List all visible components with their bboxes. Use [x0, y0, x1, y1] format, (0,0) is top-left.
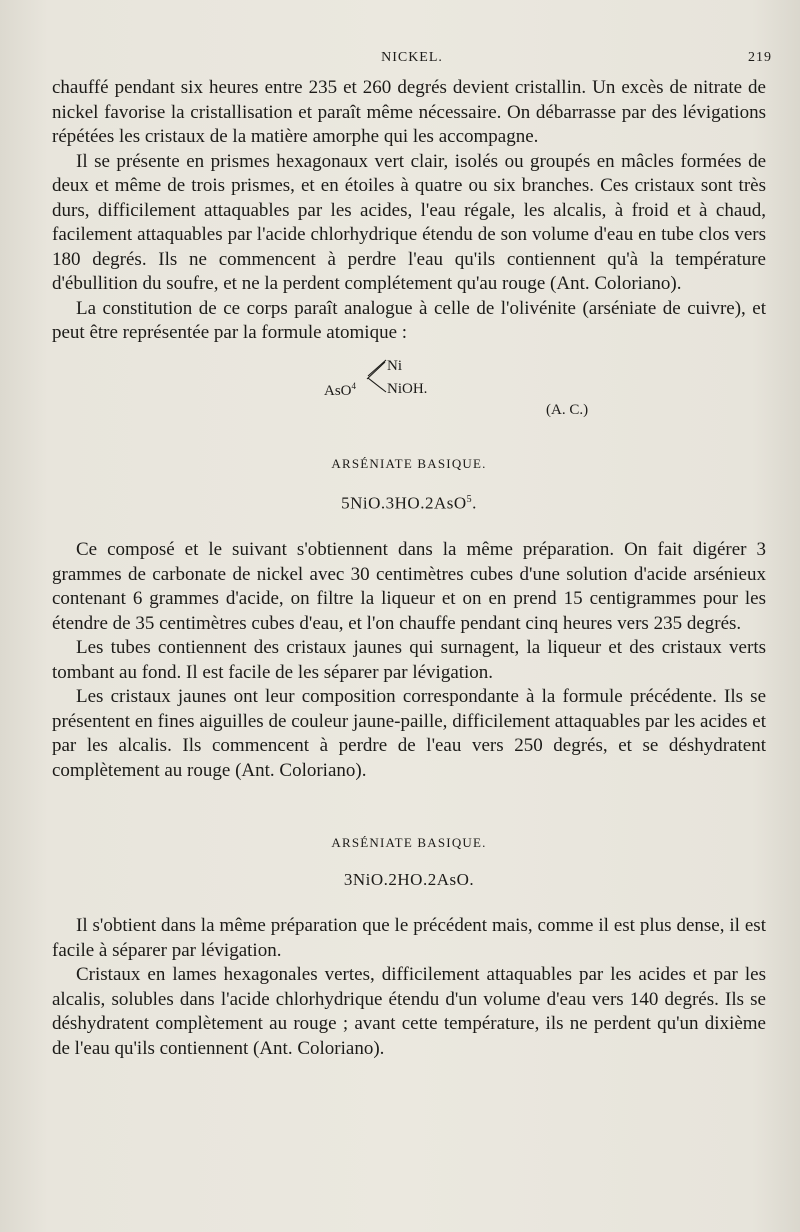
bond-lines: [366, 356, 388, 396]
section-title: ARSÉNIATE BASIQUE.: [331, 455, 487, 471]
atomic-formula: [52, 346, 766, 434]
section-title: ARSÉNIATE BASIQUE.: [331, 835, 487, 851]
section-formula: 3NiO.2HO.2AsO.: [343, 869, 475, 889]
formula-radical: AsO$^4$: [324, 380, 357, 399]
paragraph: Il s'obtient dans la même préparation que le précédent mais, comme il est plus dense, il est facile à séparer par lévigation.: [52, 915, 766, 961]
paragraph: Il se présente en prismes hexagonaux vert clair, isolés ou groupés en mâcles formées de deux et même de trois prismes, et en étoiles à quatre ou six branches. Ces cristaux sont très durs, difficilement attaquables par les acides, l'eau régale, les alcalis, à froid et à chaud, facilement attaquables par l'acide chlorhydrique étendu de son volume d'eau en tube clos vers 180 degrés. Ils ne commencent à perdre l'eau qu'ils contiennent qu'à la température d'ébullition du soufre, et ne la perdent complétement qu'au rouge (Ant. Coloriano).: [52, 150, 766, 294]
page-body: [52, 76, 766, 1061]
paragraph: Ce composé et le suivant s'obtiennent dans la même préparation. On fait digérer 3 grammes de carbonate de nickel avec 30 centimètres cubes d'une solution d'acide arsénieux contenant 6 grammes d'acide, on filtre la liqueur et on en prend 15 centigrammes pour les étendre de 35 centimètres cubes d'eau, et l'on chauffe pendant cinq heures vers 235 degrés.: [52, 539, 766, 634]
paragraph: chauffé pendant six heures entre 235 et 260 degrés devient cristallin. Un excès de nitrate de nickel favorise la cristallisation et paraît même nécessaire. On débarrasse par des lévigations répétées les cristaux de la matière amorphe qui les accompagne.: [52, 77, 766, 147]
formula-bottom-group: NiOH.: [387, 380, 428, 397]
page-number: 219: [748, 50, 772, 65]
paragraph: Cristaux en lames hexagonales vertes, difficilement attaquables par les acides et par les alcalis, solubles dans l'acide chlorhydrique étendu d'un volume d'eau vers 140 degrés. Ils se déshydratent complètement au rouge ; avant cette température, ils ne perdent qu'un dixième de l'eau qu'ils contiennent (Ant. Coloriano).: [52, 964, 766, 1059]
paragraph: Les cristaux jaunes ont leur composition correspondante à la formule précédente. Ils se présentent en fines aiguilles de couleur jaune-paille, difficilement attaquables par les acides et par les alcalis. Ils commencent à perdre de l'eau vers 250 degrés, et se déshydratent complètement au rouge (Ant. Coloriano).: [52, 686, 766, 781]
paragraph: Les tubes contiennent des cristaux jaunes qui surnagent, la liqueur et des cristaux verts tombant au fond. Il est facile de les séparer par lévigation.: [52, 637, 766, 683]
formula-credit: (A. C.): [546, 401, 589, 418]
formula-top-group: Ni: [387, 357, 402, 374]
section-formula: 5NiO.3HO.2AsO$^5$.: [341, 493, 477, 513]
page-header: [52, 50, 772, 70]
paragraph: La constitution de ce corps paraît analogue à celle de l'olivénite (arséniate de cuivre), et peut être représentée par la formule atomique :: [52, 297, 766, 343]
running-title: NICKEL.: [381, 50, 443, 65]
